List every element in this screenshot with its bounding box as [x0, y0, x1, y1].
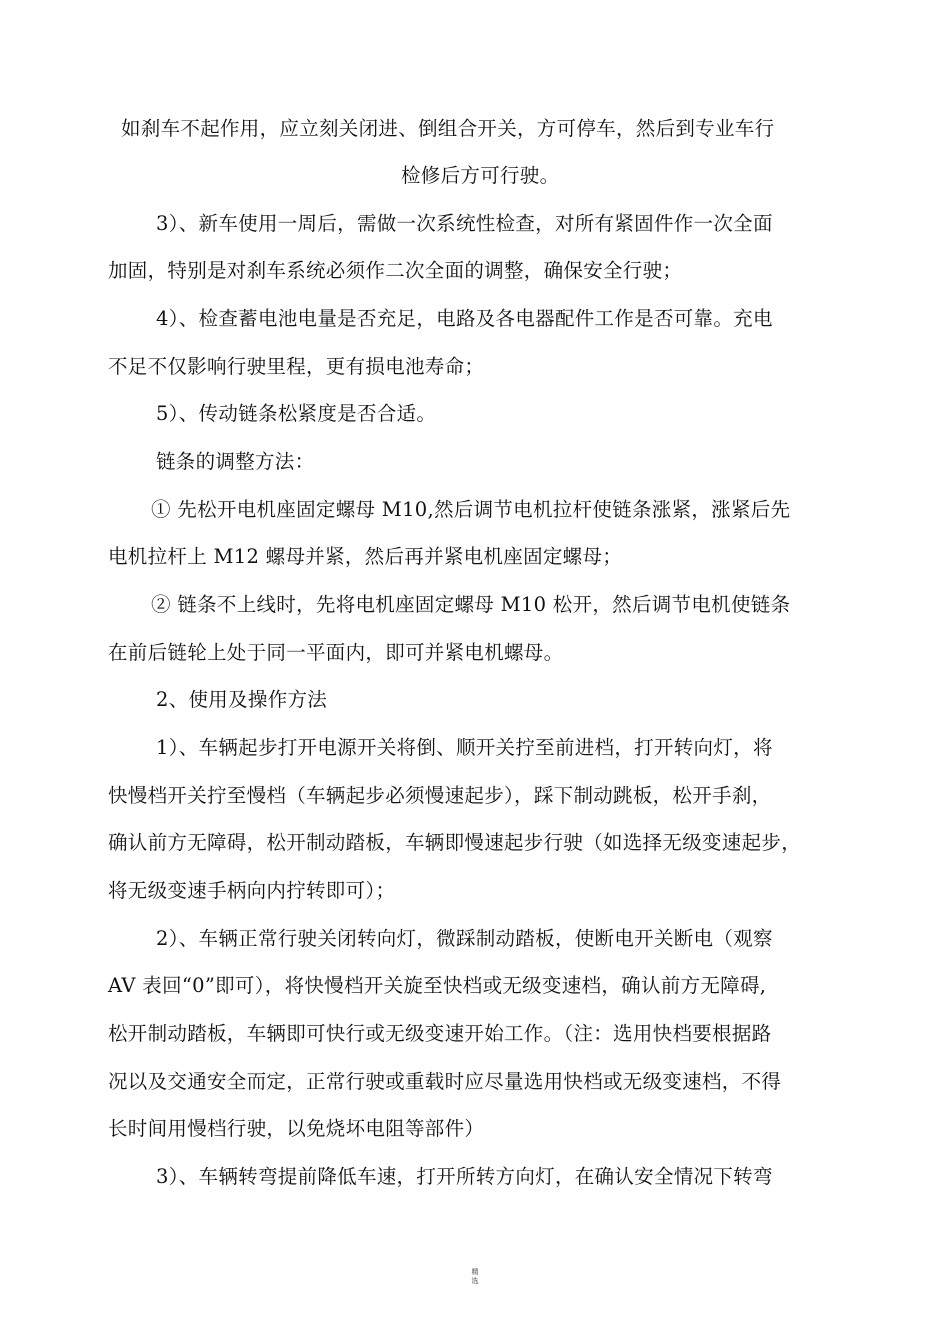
text-line: 确认前方无障碍，松开制动踏板，车辆即慢速起步行驶（如选择无级变速起步， [108, 831, 802, 854]
text-line: 5）、传动链条松紧度是否合适。 [156, 402, 437, 425]
text-line: 1）、车辆起步打开电源开关将倒、顺开关拧至前进档，打开转向灯，将 [156, 736, 773, 759]
text-line: 松开制动踏板，车辆即可快行或无级变速开始工作。（注：选用快档要根据路 [108, 1022, 772, 1045]
text-line: 检修后方可行驶。 [401, 164, 560, 187]
text-line: 况以及交通安全而定，正常行驶或重载时应尽量选用快档或无级变速档，不得 [108, 1070, 782, 1093]
text-line: 不足不仅影响行驶里程，更有损电池寿命； [108, 355, 485, 378]
text-line: 如刹车不起作用，应立刻关闭进、倒组合开关，方可停车，然后到专业车行 [121, 117, 775, 140]
text-line: 长时间用慢档行驶，以免烧坏电阻等部件） [108, 1117, 485, 1140]
footer-char: 精 [471, 1268, 479, 1276]
text-line: 加固，特别是对刹车系统必须作二次全面的调整，确保安全行驶； [108, 259, 683, 282]
section-heading: 2、使用及操作方法 [156, 688, 328, 711]
text-line: ① 先松开电机座固定螺母 M10,然后调节电机拉杆使链条涨紧，涨紧后先 [151, 498, 791, 521]
text-line: 3）、新车使用一周后，需做一次系统性检查，对所有紧固件作一次全面 [156, 212, 773, 235]
text-line: 快慢档开关拧至慢档（车辆起步必须慢速起步），踩下制动跳板，松开手刹， [108, 784, 772, 807]
page-footer [0, 1268, 950, 1286]
text-line: 链条的调整方法： [156, 450, 315, 473]
text-line: 4）、检查蓄电池电量是否充足，电路及各电器配件工作是否可靠。充电 [156, 307, 773, 330]
text-line: AV 表回“0”即可），将快慢档开关旋至快档或无级变速档，确认前方无障碍, [108, 974, 767, 997]
footer-char: 选 [471, 1277, 479, 1285]
text-line: 电机拉杆上 M12 螺母并紧，然后再并紧电机座固定螺母； [108, 545, 623, 568]
text-line: ② 链条不上线时，先将电机座固定螺母 M10 松开，然后调节电机使链条 [151, 593, 791, 616]
text-line: 将无级变速手柄向内拧转即可）； [108, 879, 396, 902]
text-line: 2）、车辆正常行驶关闭转向灯，微踩制动踏板，使断电开关断电（观察 [156, 927, 773, 950]
text-line: 在前后链轮上处于同一平面内，即可并紧电机螺母。 [108, 641, 564, 664]
text-line: 3）、车辆转弯提前降低车速，打开所转方向灯，在确认安全情况下转弯 [156, 1165, 773, 1188]
